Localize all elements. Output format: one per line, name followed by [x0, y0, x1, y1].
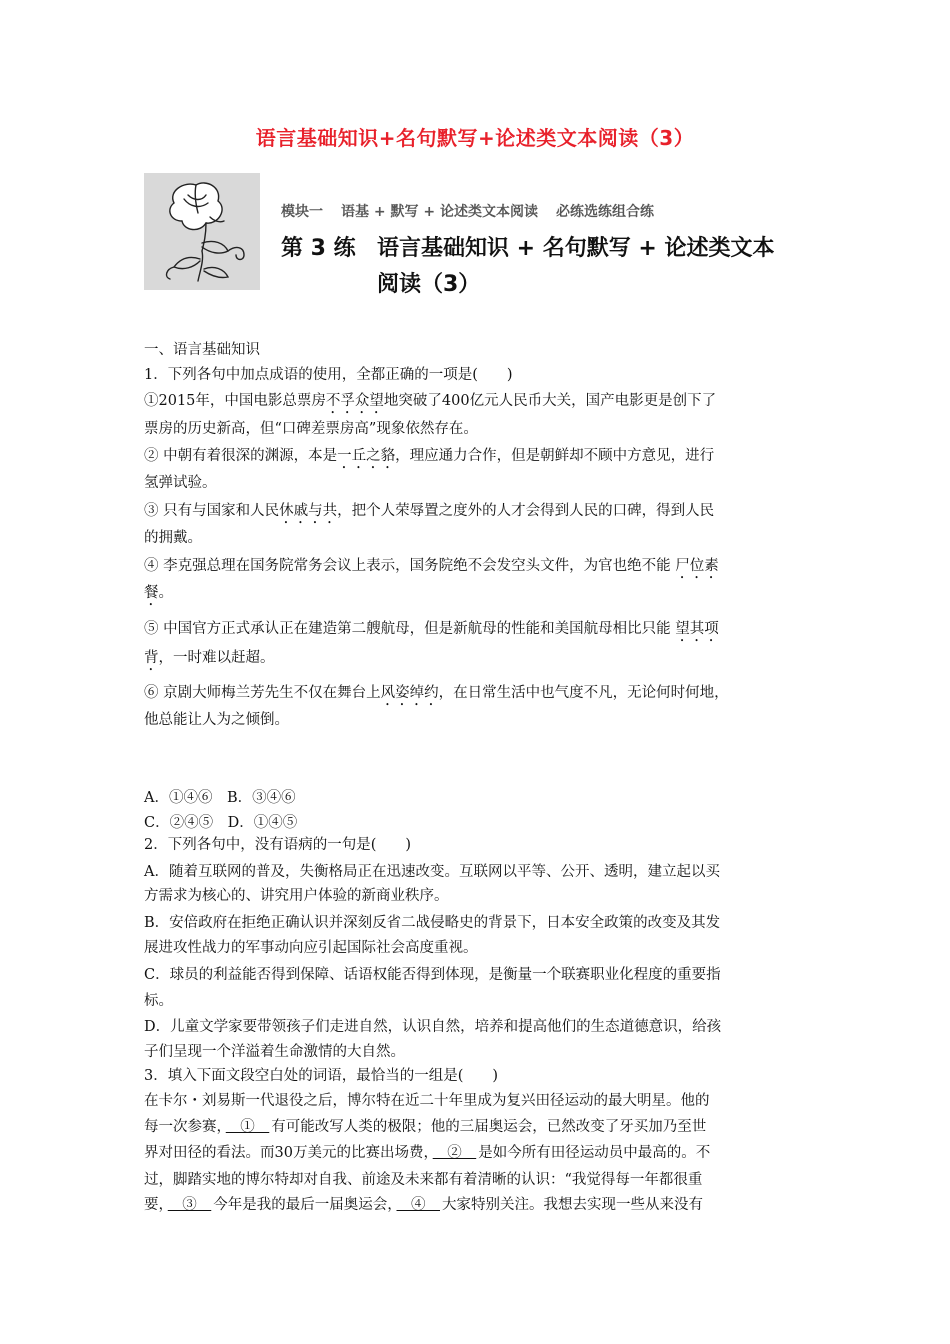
q1-sentence-4-cont: 餐。: [144, 585, 173, 601]
q1-sentence-1: ①2015年，中国电影总票房不孚众望地突破了400亿元人民币大关，国产电影更是创下了: [144, 393, 717, 409]
blank-4: ④: [396, 1197, 440, 1213]
q1-sentence-3-cont: 的拥戴。: [144, 530, 202, 546]
q1-sentence-6: ⑥ 京剧大师梅兰芳先生不仅在舞台上风姿绰约，在日常生活中也气度不凡，无论何时何地，: [144, 685, 729, 701]
blank-2: ②: [432, 1145, 477, 1161]
q1-sentence-6-cont: 他总能让人为之倾倒。: [144, 712, 289, 728]
q2-option-c: C．球员的利益能否得到保障、话语权能否得到体现，是衡量一个联赛职业化程度的重要指: [144, 967, 721, 983]
dotted-idiom: 不孚众望: [325, 393, 384, 409]
lesson-banner: [144, 173, 804, 297]
module-line: [281, 201, 672, 221]
q2-option-c-cont: 标。: [144, 993, 173, 1009]
q1-sentence-1-cont: 票房的历史新高，但“口碑差票房高”现象依然存在。: [144, 421, 478, 437]
q3-passage-line-2: 每一次参赛， ① 有可能改写人类的极限；他的三届奥运会，已然改变了牙买加乃至世: [144, 1119, 707, 1135]
dotted-idiom: 望其项: [675, 621, 719, 637]
dotted-idiom: 风姿绰约: [380, 685, 439, 701]
module-label: 模块一: [281, 204, 323, 220]
page-title: 语言基础知识+名句默写+论述类文本阅读（3）: [255, 126, 695, 150]
q1-options-cd: C．②④⑤ D．①④⑤: [144, 815, 298, 831]
lesson-title-line1: 语言基础知识 + 名句默写 + 论述类文本: [377, 236, 775, 261]
dotted-idiom: 休戚与共: [279, 503, 338, 519]
q1-sentence-4: ④ 李克强总理在国务院常务会议上表示，国务院绝不会发空头文件，为官也绝不能 尸位素: [144, 558, 719, 574]
q2-option-a-cont: 方需求为核心的、讲究用户体验的新商业秩序。: [144, 888, 449, 904]
dotted-idiom: 背: [144, 650, 159, 666]
question-1-stem: 1．下列各句中加点成语的使用，全都正确的一项是( ): [144, 367, 513, 383]
q1-sentence-5-cont: 背，一时难以赶超。: [144, 650, 275, 666]
q1-sentence-2-cont: 氢弹试验。: [144, 475, 217, 491]
question-3-stem: 3．填入下面文段空白处的词语，最恰当的一组是( ): [144, 1068, 499, 1084]
section-heading: 一、语言基础知识: [144, 342, 260, 358]
q3-passage-line-5: 要， ③ 今年是我的最后一届奥运会， ④ 大家特别关注。我想去实现一些从来没有: [144, 1197, 703, 1213]
q1-sentence-5: ⑤ 中国官方正式承认正在建造第二艘航母，但是新航母的性能和美国航母相比只能 望其项: [144, 621, 719, 637]
module-tag: 必练选练组合练: [555, 204, 654, 220]
question-2-stem: 2．下列各句中，没有语病的一句是( ): [144, 837, 412, 853]
dotted-idiom: 尸位素: [675, 558, 719, 574]
lesson-title: [281, 231, 775, 303]
flower-icon: [144, 173, 260, 290]
q2-option-b-cont: 展进攻性战力的军事动向应引起国际社会高度重视。: [144, 940, 478, 956]
q2-option-a: A．随着互联网的普及，失衡格局正在迅速改变。互联网以平等、公开、透明，建立起以买: [144, 864, 720, 880]
q3-passage-line-4: 过，脚踏实地的博尔特却对自我、前途及未来都有着清晰的认识：“我觉得每一年都很重: [144, 1172, 703, 1188]
dotted-idiom: 一丘之貉: [337, 448, 396, 464]
q1-options-ab: A．①④⑥ B．③④⑥: [144, 790, 296, 806]
blank-1: ①: [225, 1119, 270, 1135]
lesson-number: 第 3 练: [281, 236, 356, 261]
q3-passage-line-1: 在卡尔・刘易斯一代退役之后，博尔特在近二十年里成为复兴田径运动的最大明星。他的: [144, 1093, 710, 1109]
q1-sentence-2: ② 中朝有着很深的渊源，本是一丘之貉，理应通力合作，但是朝鲜却不顾中方意见，进行: [144, 448, 715, 464]
morning-glory-illustration: [144, 173, 260, 290]
dotted-idiom: 餐: [144, 585, 159, 601]
q2-option-d-cont: 子们呈现一个洋溢着生命激情的大自然。: [144, 1044, 405, 1060]
q1-sentence-3: ③ 只有与国家和人民休戚与共，把个人荣辱置之度外的人才会得到人民的口碑，得到人民: [144, 503, 715, 519]
q3-passage-line-3: 界对田径的看法。而30万美元的比赛出场费， ② 是如今所有田径运动员中最高的。不: [144, 1145, 711, 1161]
q2-option-d: D．儿童文学家要带领孩子们走进自然，认识自然，培养和提高他们的生态道德意识，给孩: [144, 1019, 722, 1035]
lesson-title-line2: 阅读（3）: [377, 272, 481, 297]
q2-option-b: B．安倍政府在拒绝正确认识并深刻反省二战侵略史的背景下，日本安全政策的改变及其发: [144, 915, 721, 931]
module-desc: 语基 + 默写 + 论述类文本阅读: [341, 204, 538, 220]
blank-3: ③: [167, 1197, 212, 1213]
